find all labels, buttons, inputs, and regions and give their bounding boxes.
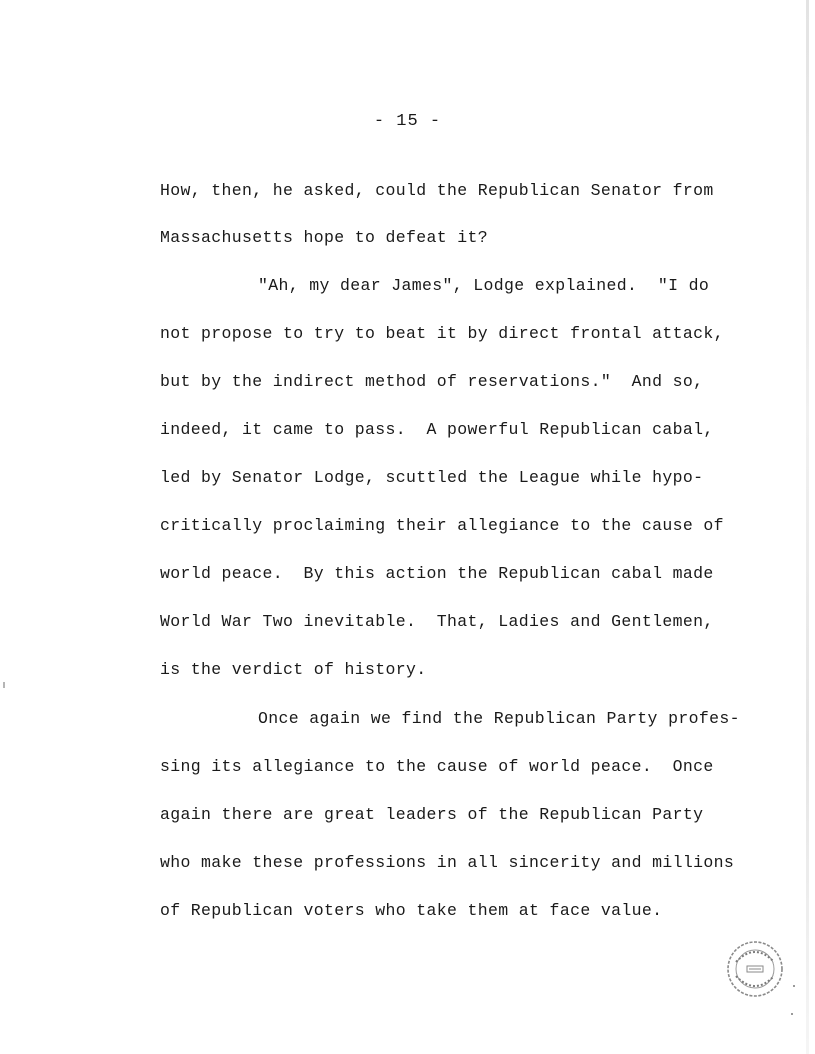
scan-speck (793, 985, 795, 987)
text-line: critically proclaiming their allegiance to the cause of (160, 516, 724, 535)
text-line: again there are great leaders of the Republican Party (160, 805, 704, 824)
text-line: sing its allegiance to the cause of world peace. Once (160, 757, 714, 776)
stamp-seal-icon (726, 940, 784, 998)
scan-speck (3, 682, 5, 688)
text-line: but by the indirect method of reservations." And so, (160, 372, 704, 391)
text-line: indeed, it came to pass. A powerful Republican cabal, (160, 420, 714, 439)
text-line: World War Two inevitable. That, Ladies and Gentlemen, (160, 612, 714, 631)
text-line: led by Senator Lodge, scuttled the League while hypo- (160, 468, 704, 487)
text-line: Massachusetts hope to defeat it? (160, 228, 489, 247)
paragraph-start-line: Once again we find the Republican Party profes- (258, 709, 740, 728)
library-stamp (726, 940, 784, 998)
text-line: How, then, he asked, could the Republican Senator from (160, 181, 714, 200)
paragraph-start-line: "Ah, my dear James", Lodge explained. "I do (258, 276, 710, 295)
scan-edge-shadow (806, 0, 809, 1054)
text-line: who make these professions in all sincerity and millions (160, 853, 735, 872)
text-line: world peace. By this action the Republican cabal made (160, 564, 714, 583)
text-line: not propose to try to beat it by direct frontal attack, (160, 324, 724, 343)
text-line: of Republican voters who take them at face value. (160, 901, 663, 920)
page-number: - 15 - (373, 112, 442, 131)
scan-speck (791, 1013, 793, 1015)
text-line: is the verdict of history. (160, 660, 427, 679)
